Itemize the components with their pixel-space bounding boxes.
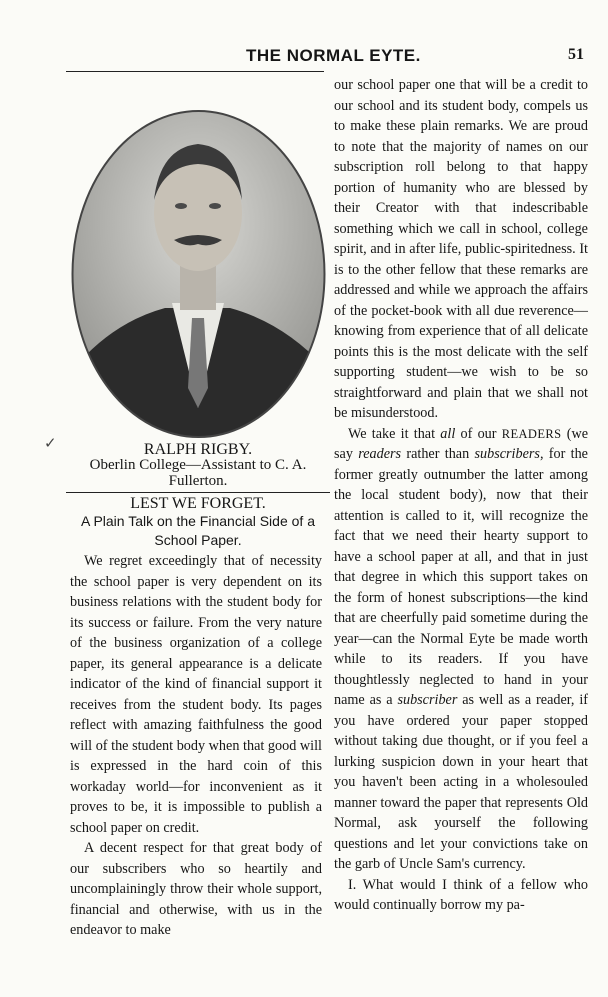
right-column xyxy=(334,75,588,916)
left-column xyxy=(70,551,322,941)
portrait-caption-name: RALPH RIGBY. xyxy=(143,441,253,458)
article-subhead: A Plain Talk on the Financial Side of a School Paper. xyxy=(80,513,315,548)
section-rule xyxy=(66,492,330,493)
paragraph: We take it that all of our READERS (we say readers rather than subscribers, for the former greatly outnumber the latter among the local student body), now that their attention is called to it, will recognize the fact that we need their hearty support to have a school paper at all, and that in just that degree in which this support takes on the form of honest subscriptions—the kind that are cheerfully paid sometime during the year—can the Normal Eyte be made worth while to its readers. If you have thoughtlessly neglected to hand in your name as a subscriber as well as a reader, if you have ordered your paper stopped without taking due thought, or if you feel a lurking suspicion down in your heart that you haven't been acting in a wholesouled manner toward the paper that represents Old Normal, ask yourself the following questions and let your convictions take on the garb of Uncle Sam's currency. xyxy=(334,425,589,872)
paragraph: our school paper one that will be a credit to our school and its student body, compels us to make these plain remarks. We are proud to note that the majority of names on our subscription roll belong to that happy portion of humanity who are blessed by their Creator with that indescribable something which we call in school, college spirit, and in after life, public-spiritedness. It is to the other fellow that these remarks are addressed and while we approach the affairs of the pocket-book with all due reverence—knowing from experience that of all delicate points this is the most delicate with the self supporting student—we wish to be so straightforward and plain that we shall not be misunderstood. xyxy=(334,77,588,421)
publication-title: THE NORMAL EYTE. xyxy=(246,46,421,65)
paragraph: I. What would I think of a fellow who would continually borrow my pa- xyxy=(334,876,588,913)
running-header xyxy=(66,46,590,70)
page-number: 51 xyxy=(568,46,584,63)
paragraph: A decent respect for that great body of our subscribers who so heartily and uncomplainingly throw their whole support, financial and otherwise, with us in the endeavor to make xyxy=(70,840,322,938)
paragraph: We regret exceedingly that of necessity the school paper is very dependent on its business relations with the student body for its success or failure. From the very nature of the business organization of a college paper, its general appearance is a delicate indicator of the kind of financial support it receives from the student body. Its pages reflect with amazing faithfulness the good will of the student body when that good will is expressed in the hard coin of this workaday world—for inconvenient as it proves to be, it is impossible to publish a school paper on credit. xyxy=(70,553,322,836)
portrait-photo xyxy=(70,108,327,440)
header-rule xyxy=(66,71,324,72)
portrait-caption-role: Oberlin College—Assistant to C. A. Fullerton. xyxy=(89,457,307,489)
article-headline: LEST WE FORGET. xyxy=(130,495,266,512)
margin-mark: ✓ xyxy=(44,436,57,452)
